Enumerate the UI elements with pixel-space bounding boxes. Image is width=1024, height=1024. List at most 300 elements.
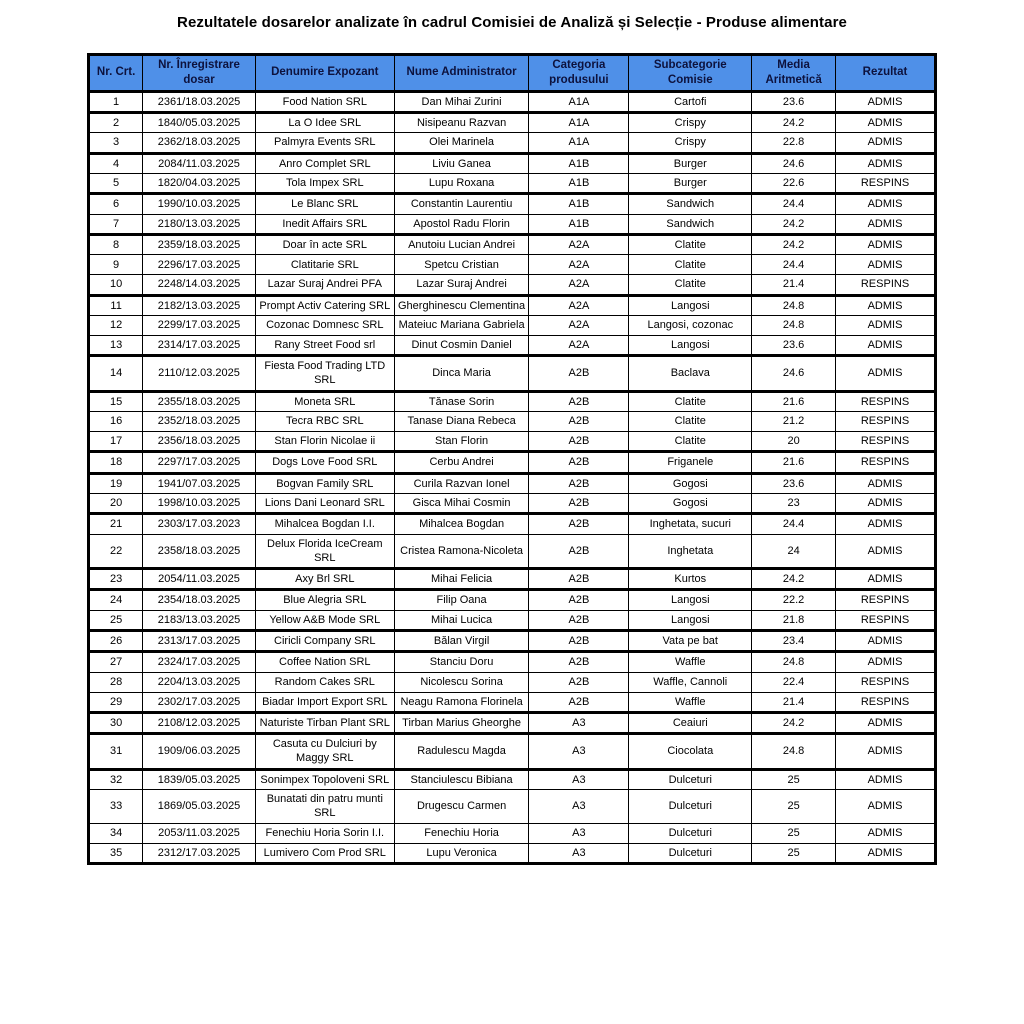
cell-categoria: A1A xyxy=(529,91,629,112)
cell-categoria: A2B xyxy=(529,473,629,493)
cell-reg: 1869/05.03.2025 xyxy=(143,790,256,824)
cell-media: 22.6 xyxy=(752,174,836,194)
cell-nr: 18 xyxy=(89,452,143,473)
cell-administrator: Drugescu Carmen xyxy=(394,790,529,824)
cell-categoria: A1B xyxy=(529,194,629,214)
cell-subcategorie: Kurtos xyxy=(629,569,752,590)
cell-categoria: A2B xyxy=(529,652,629,672)
cell-subcategorie: Langosi xyxy=(629,295,752,315)
cell-rezultat: ADMIS xyxy=(836,712,936,733)
table-row xyxy=(89,113,936,133)
cell-subcategorie: Burger xyxy=(629,153,752,173)
cell-subcategorie: Clatite xyxy=(629,275,752,295)
cell-rezultat: ADMIS xyxy=(836,91,936,112)
cell-administrator: Filip Oana xyxy=(394,590,529,610)
cell-subcategorie: Dulceturi xyxy=(629,769,752,789)
cell-expozant: Mihalcea Bogdan I.I. xyxy=(255,514,394,534)
cell-subcategorie: Gogosi xyxy=(629,473,752,493)
cell-categoria: A2B xyxy=(529,534,629,569)
cell-reg: 2182/13.03.2025 xyxy=(143,295,256,315)
cell-rezultat: ADMIS xyxy=(836,843,936,863)
table-row xyxy=(89,234,936,254)
cell-subcategorie: Crispy xyxy=(629,113,752,133)
cell-categoria: A2B xyxy=(529,493,629,513)
cell-subcategorie: Dulceturi xyxy=(629,843,752,863)
cell-administrator: Cristea Ramona-Nicoleta xyxy=(394,534,529,569)
cell-nr: 21 xyxy=(89,514,143,534)
cell-administrator: Gherghinescu Clementina xyxy=(394,295,529,315)
cell-media: 24.2 xyxy=(752,214,836,234)
cell-administrator: Stanciu Doru xyxy=(394,652,529,672)
cell-media: 24.4 xyxy=(752,514,836,534)
table-row xyxy=(89,569,936,590)
cell-categoria: A1A xyxy=(529,133,629,153)
cell-rezultat: ADMIS xyxy=(836,315,936,335)
cell-reg: 2354/18.03.2025 xyxy=(143,590,256,610)
cell-administrator: Tirban Marius Gheorghe xyxy=(394,712,529,733)
cell-media: 24.2 xyxy=(752,712,836,733)
cell-rezultat: ADMIS xyxy=(836,493,936,513)
table-row xyxy=(89,534,936,569)
cell-rezultat: RESPINS xyxy=(836,610,936,630)
cell-categoria: A3 xyxy=(529,823,629,843)
table-row xyxy=(89,91,936,112)
cell-expozant: Stan Florin Nicolae ii xyxy=(255,432,394,452)
cell-subcategorie: Waffle xyxy=(629,652,752,672)
cell-reg: 1941/07.03.2025 xyxy=(143,473,256,493)
cell-reg: 2312/17.03.2025 xyxy=(143,843,256,863)
cell-administrator: Mihai Lucica xyxy=(394,610,529,630)
cell-rezultat: RESPINS xyxy=(836,432,936,452)
cell-reg: 2054/11.03.2025 xyxy=(143,569,256,590)
cell-subcategorie: Langosi xyxy=(629,590,752,610)
cell-rezultat: ADMIS xyxy=(836,194,936,214)
cell-administrator: Stanciulescu Bibiana xyxy=(394,769,529,789)
cell-administrator: Mihalcea Bogdan xyxy=(394,514,529,534)
cell-expozant: Bogvan Family SRL xyxy=(255,473,394,493)
cell-administrator: Liviu Ganea xyxy=(394,153,529,173)
page-title: Rezultatele dosarelor analizate în cadrul Comisiei de Analiză și Selecție - Produse alimentare xyxy=(177,14,847,31)
cell-subcategorie: Burger xyxy=(629,174,752,194)
cell-nr: 2 xyxy=(89,113,143,133)
cell-administrator: Olei Marinela xyxy=(394,133,529,153)
cell-reg: 2248/14.03.2025 xyxy=(143,275,256,295)
cell-categoria: A1B xyxy=(529,153,629,173)
cell-administrator: Lazar Suraj Andrei xyxy=(394,275,529,295)
table-row xyxy=(89,335,936,355)
cell-subcategorie: Clatite xyxy=(629,255,752,275)
cell-media: 25 xyxy=(752,843,836,863)
cell-reg: 2183/13.03.2025 xyxy=(143,610,256,630)
cell-media: 24.2 xyxy=(752,234,836,254)
cell-subcategorie: Inghetata, sucuri xyxy=(629,514,752,534)
cell-subcategorie: Inghetata xyxy=(629,534,752,569)
cell-media: 24.2 xyxy=(752,569,836,590)
cell-media: 23.6 xyxy=(752,91,836,112)
cell-reg: 2084/11.03.2025 xyxy=(143,153,256,173)
cell-expozant: Lions Dani Leonard SRL xyxy=(255,493,394,513)
table-row xyxy=(89,712,936,733)
cell-media: 23 xyxy=(752,493,836,513)
cell-rezultat: RESPINS xyxy=(836,275,936,295)
cell-media: 24.8 xyxy=(752,295,836,315)
cell-nr: 35 xyxy=(89,843,143,863)
cell-rezultat: ADMIS xyxy=(836,823,936,843)
table-row xyxy=(89,295,936,315)
cell-rezultat: RESPINS xyxy=(836,692,936,712)
cell-administrator: Radulescu Magda xyxy=(394,734,529,770)
cell-expozant: Anro Complet SRL xyxy=(255,153,394,173)
table-row xyxy=(89,315,936,335)
cell-expozant: Yellow A&B Mode SRL xyxy=(255,610,394,630)
table-row xyxy=(89,275,936,295)
cell-expozant: Ciricli Company SRL xyxy=(255,631,394,652)
cell-nr: 8 xyxy=(89,234,143,254)
cell-subcategorie: Clatite xyxy=(629,432,752,452)
cell-nr: 15 xyxy=(89,391,143,411)
cell-nr: 16 xyxy=(89,412,143,432)
cell-reg: 2361/18.03.2025 xyxy=(143,91,256,112)
column-header-reg: Nr. Înregistrare dosar xyxy=(143,55,256,92)
table-row xyxy=(89,631,936,652)
cell-categoria: A2B xyxy=(529,391,629,411)
cell-media: 23.6 xyxy=(752,473,836,493)
cell-media: 20 xyxy=(752,432,836,452)
table-row xyxy=(89,214,936,234)
cell-reg: 2297/17.03.2025 xyxy=(143,452,256,473)
column-header-media: Media Aritmetică xyxy=(752,55,836,92)
cell-categoria: A2B xyxy=(529,569,629,590)
cell-administrator: Stan Florin xyxy=(394,432,529,452)
cell-rezultat: ADMIS xyxy=(836,769,936,789)
cell-nr: 11 xyxy=(89,295,143,315)
cell-nr: 13 xyxy=(89,335,143,355)
cell-nr: 29 xyxy=(89,692,143,712)
cell-categoria: A2A xyxy=(529,255,629,275)
cell-categoria: A2B xyxy=(529,692,629,712)
cell-categoria: A2A xyxy=(529,295,629,315)
cell-administrator: Dinca Maria xyxy=(394,356,529,392)
column-header-rezultat: Rezultat xyxy=(836,55,936,92)
cell-nr: 17 xyxy=(89,432,143,452)
cell-media: 23.6 xyxy=(752,335,836,355)
cell-nr: 1 xyxy=(89,91,143,112)
cell-administrator: Tănase Sorin xyxy=(394,391,529,411)
cell-rezultat: ADMIS xyxy=(836,790,936,824)
cell-subcategorie: Vata pe bat xyxy=(629,631,752,652)
table-row xyxy=(89,590,936,610)
table-row xyxy=(89,452,936,473)
table-row xyxy=(89,174,936,194)
cell-rezultat: ADMIS xyxy=(836,473,936,493)
cell-reg: 2352/18.03.2025 xyxy=(143,412,256,432)
cell-rezultat: ADMIS xyxy=(836,234,936,254)
cell-rezultat: ADMIS xyxy=(836,514,936,534)
cell-rezultat: ADMIS xyxy=(836,214,936,234)
cell-subcategorie: Clatite xyxy=(629,234,752,254)
cell-reg: 2204/13.03.2025 xyxy=(143,672,256,692)
cell-expozant: Tola Impex SRL xyxy=(255,174,394,194)
cell-categoria: A1B xyxy=(529,174,629,194)
table-row xyxy=(89,769,936,789)
cell-administrator: Nicolescu Sorina xyxy=(394,672,529,692)
table-row xyxy=(89,790,936,824)
cell-expozant: Axy Brl SRL xyxy=(255,569,394,590)
table-row xyxy=(89,734,936,770)
cell-subcategorie: Langosi, cozonac xyxy=(629,315,752,335)
cell-subcategorie: Cartofi xyxy=(629,91,752,112)
cell-media: 22.2 xyxy=(752,590,836,610)
cell-media: 25 xyxy=(752,790,836,824)
cell-expozant: Fenechiu Horia Sorin I.I. xyxy=(255,823,394,843)
cell-nr: 19 xyxy=(89,473,143,493)
cell-nr: 25 xyxy=(89,610,143,630)
cell-administrator: Curila Razvan Ionel xyxy=(394,473,529,493)
table-row xyxy=(89,153,936,173)
cell-reg: 2358/18.03.2025 xyxy=(143,534,256,569)
cell-rezultat: ADMIS xyxy=(836,534,936,569)
column-header-nr: Nr. Crt. xyxy=(89,55,143,92)
cell-categoria: A2A xyxy=(529,275,629,295)
cell-categoria: A3 xyxy=(529,790,629,824)
column-header-administrator: Nume Administrator xyxy=(394,55,529,92)
cell-rezultat: RESPINS xyxy=(836,590,936,610)
cell-expozant: Rany Street Food srl xyxy=(255,335,394,355)
cell-reg: 1839/05.03.2025 xyxy=(143,769,256,789)
cell-media: 21.4 xyxy=(752,692,836,712)
cell-categoria: A3 xyxy=(529,769,629,789)
cell-reg: 2053/11.03.2025 xyxy=(143,823,256,843)
cell-reg: 2302/17.03.2025 xyxy=(143,692,256,712)
cell-administrator: Fenechiu Horia xyxy=(394,823,529,843)
cell-subcategorie: Dulceturi xyxy=(629,823,752,843)
cell-categoria: A2B xyxy=(529,412,629,432)
cell-nr: 30 xyxy=(89,712,143,733)
table-row xyxy=(89,692,936,712)
cell-subcategorie: Baclava xyxy=(629,356,752,392)
cell-expozant: Fiesta Food Trading LTD SRL xyxy=(255,356,394,392)
cell-categoria: A2B xyxy=(529,356,629,392)
cell-expozant: Prompt Activ Catering SRL xyxy=(255,295,394,315)
cell-media: 22.4 xyxy=(752,672,836,692)
cell-media: 25 xyxy=(752,823,836,843)
column-header-expozant: Denumire Expozant xyxy=(255,55,394,92)
column-header-subcategorie: Subcategorie Comisie xyxy=(629,55,752,92)
cell-categoria: A1B xyxy=(529,214,629,234)
cell-categoria: A2B xyxy=(529,631,629,652)
cell-media: 22.8 xyxy=(752,133,836,153)
cell-reg: 2359/18.03.2025 xyxy=(143,234,256,254)
cell-reg: 2313/17.03.2025 xyxy=(143,631,256,652)
table-row xyxy=(89,133,936,153)
cell-media: 24.8 xyxy=(752,734,836,770)
table-row xyxy=(89,473,936,493)
cell-subcategorie: Langosi xyxy=(629,335,752,355)
cell-administrator: Neagu Ramona Florinela xyxy=(394,692,529,712)
cell-expozant: Lumivero Com Prod SRL xyxy=(255,843,394,863)
cell-categoria: A2B xyxy=(529,610,629,630)
cell-nr: 28 xyxy=(89,672,143,692)
cell-media: 24.6 xyxy=(752,153,836,173)
cell-expozant: Biadar Import Export SRL xyxy=(255,692,394,712)
table-row xyxy=(89,255,936,275)
cell-rezultat: RESPINS xyxy=(836,391,936,411)
cell-nr: 14 xyxy=(89,356,143,392)
table-row xyxy=(89,823,936,843)
cell-expozant: Blue Alegria SRL xyxy=(255,590,394,610)
cell-expozant: Clatitarie SRL xyxy=(255,255,394,275)
cell-administrator: Nisipeanu Razvan xyxy=(394,113,529,133)
cell-media: 21.6 xyxy=(752,452,836,473)
cell-categoria: A2A xyxy=(529,335,629,355)
cell-expozant: Cozonac Domnesc SRL xyxy=(255,315,394,335)
cell-rezultat: RESPINS xyxy=(836,412,936,432)
cell-media: 24.2 xyxy=(752,113,836,133)
cell-categoria: A3 xyxy=(529,712,629,733)
cell-subcategorie: Ciocolata xyxy=(629,734,752,770)
cell-rezultat: ADMIS xyxy=(836,652,936,672)
cell-media: 24 xyxy=(752,534,836,569)
cell-expozant: Random Cakes SRL xyxy=(255,672,394,692)
cell-expozant: Le Blanc SRL xyxy=(255,194,394,214)
cell-rezultat: ADMIS xyxy=(836,295,936,315)
cell-nr: 33 xyxy=(89,790,143,824)
cell-reg: 2296/17.03.2025 xyxy=(143,255,256,275)
cell-nr: 34 xyxy=(89,823,143,843)
cell-expozant: Naturiste Tirban Plant SRL xyxy=(255,712,394,733)
cell-subcategorie: Ceaiuri xyxy=(629,712,752,733)
cell-expozant: Lazar Suraj Andrei PFA xyxy=(255,275,394,295)
cell-rezultat: RESPINS xyxy=(836,452,936,473)
results-table xyxy=(87,53,937,865)
cell-subcategorie: Langosi xyxy=(629,610,752,630)
cell-administrator: Lupu Veronica xyxy=(394,843,529,863)
cell-administrator: Bălan Virgil xyxy=(394,631,529,652)
cell-expozant: Bunatati din patru munti SRL xyxy=(255,790,394,824)
cell-expozant: Palmyra Events SRL xyxy=(255,133,394,153)
cell-categoria: A2A xyxy=(529,234,629,254)
cell-reg: 2314/17.03.2025 xyxy=(143,335,256,355)
table-row xyxy=(89,672,936,692)
cell-administrator: Dan Mihai Zurini xyxy=(394,91,529,112)
cell-nr: 23 xyxy=(89,569,143,590)
table-row xyxy=(89,194,936,214)
cell-nr: 4 xyxy=(89,153,143,173)
cell-categoria: A2B xyxy=(529,452,629,473)
cell-subcategorie: Crispy xyxy=(629,133,752,153)
cell-media: 24.8 xyxy=(752,315,836,335)
cell-expozant: Coffee Nation SRL xyxy=(255,652,394,672)
cell-nr: 9 xyxy=(89,255,143,275)
cell-nr: 26 xyxy=(89,631,143,652)
cell-rezultat: RESPINS xyxy=(836,174,936,194)
header-row xyxy=(89,55,936,92)
cell-reg: 1840/05.03.2025 xyxy=(143,113,256,133)
cell-reg: 1998/10.03.2025 xyxy=(143,493,256,513)
cell-media: 24.4 xyxy=(752,255,836,275)
cell-nr: 7 xyxy=(89,214,143,234)
table-row xyxy=(89,391,936,411)
table-row xyxy=(89,652,936,672)
cell-reg: 1909/06.03.2025 xyxy=(143,734,256,770)
cell-administrator: Lupu Roxana xyxy=(394,174,529,194)
cell-reg: 2324/17.03.2025 xyxy=(143,652,256,672)
cell-reg: 2180/13.03.2025 xyxy=(143,214,256,234)
cell-expozant: Doar în acte SRL xyxy=(255,234,394,254)
cell-media: 21.6 xyxy=(752,391,836,411)
cell-reg: 2356/18.03.2025 xyxy=(143,432,256,452)
cell-categoria: A2B xyxy=(529,672,629,692)
cell-subcategorie: Sandwich xyxy=(629,194,752,214)
table-header xyxy=(89,55,936,92)
table-row xyxy=(89,514,936,534)
cell-expozant: Delux Florida IceCream SRL xyxy=(255,534,394,569)
table-row xyxy=(89,610,936,630)
column-header-categoria: Categoria produsului xyxy=(529,55,629,92)
cell-reg: 2108/12.03.2025 xyxy=(143,712,256,733)
cell-categoria: A2B xyxy=(529,514,629,534)
cell-reg: 2299/17.03.2025 xyxy=(143,315,256,335)
cell-reg: 2355/18.03.2025 xyxy=(143,391,256,411)
table-row xyxy=(89,843,936,863)
cell-categoria: A2B xyxy=(529,432,629,452)
cell-administrator: Apostol Radu Florin xyxy=(394,214,529,234)
cell-rezultat: ADMIS xyxy=(836,153,936,173)
cell-rezultat: RESPINS xyxy=(836,672,936,692)
cell-administrator: Mihai Felicia xyxy=(394,569,529,590)
cell-nr: 32 xyxy=(89,769,143,789)
cell-categoria: A3 xyxy=(529,734,629,770)
cell-expozant: Food Nation SRL xyxy=(255,91,394,112)
cell-media: 21.4 xyxy=(752,275,836,295)
cell-subcategorie: Waffle, Cannoli xyxy=(629,672,752,692)
cell-subcategorie: Waffle xyxy=(629,692,752,712)
cell-nr: 10 xyxy=(89,275,143,295)
cell-expozant: Moneta SRL xyxy=(255,391,394,411)
cell-reg: 1990/10.03.2025 xyxy=(143,194,256,214)
cell-categoria: A3 xyxy=(529,843,629,863)
table-row xyxy=(89,432,936,452)
cell-administrator: Mateiuc Mariana Gabriela xyxy=(394,315,529,335)
cell-expozant: Sonimpex Topoloveni SRL xyxy=(255,769,394,789)
cell-nr: 31 xyxy=(89,734,143,770)
cell-reg: 2303/17.03.2023 xyxy=(143,514,256,534)
cell-administrator: Constantin Laurentiu xyxy=(394,194,529,214)
cell-administrator: Cerbu Andrei xyxy=(394,452,529,473)
cell-rezultat: ADMIS xyxy=(836,569,936,590)
cell-categoria: A1A xyxy=(529,113,629,133)
cell-categoria: A2B xyxy=(529,590,629,610)
cell-subcategorie: Clatite xyxy=(629,391,752,411)
table-body xyxy=(89,91,936,863)
cell-administrator: Gisca Mihai Cosmin xyxy=(394,493,529,513)
cell-media: 25 xyxy=(752,769,836,789)
cell-nr: 24 xyxy=(89,590,143,610)
cell-subcategorie: Friganele xyxy=(629,452,752,473)
cell-nr: 27 xyxy=(89,652,143,672)
cell-rezultat: ADMIS xyxy=(836,255,936,275)
cell-administrator: Dinut Cosmin Daniel xyxy=(394,335,529,355)
cell-rezultat: ADMIS xyxy=(836,133,936,153)
cell-expozant: La O Idee SRL xyxy=(255,113,394,133)
cell-rezultat: ADMIS xyxy=(836,631,936,652)
cell-media: 21.8 xyxy=(752,610,836,630)
cell-subcategorie: Clatite xyxy=(629,412,752,432)
cell-expozant: Inedit Affairs SRL xyxy=(255,214,394,234)
cell-expozant: Casuta cu Dulciuri by Maggy SRL xyxy=(255,734,394,770)
cell-subcategorie: Gogosi xyxy=(629,493,752,513)
cell-categoria: A2A xyxy=(529,315,629,335)
